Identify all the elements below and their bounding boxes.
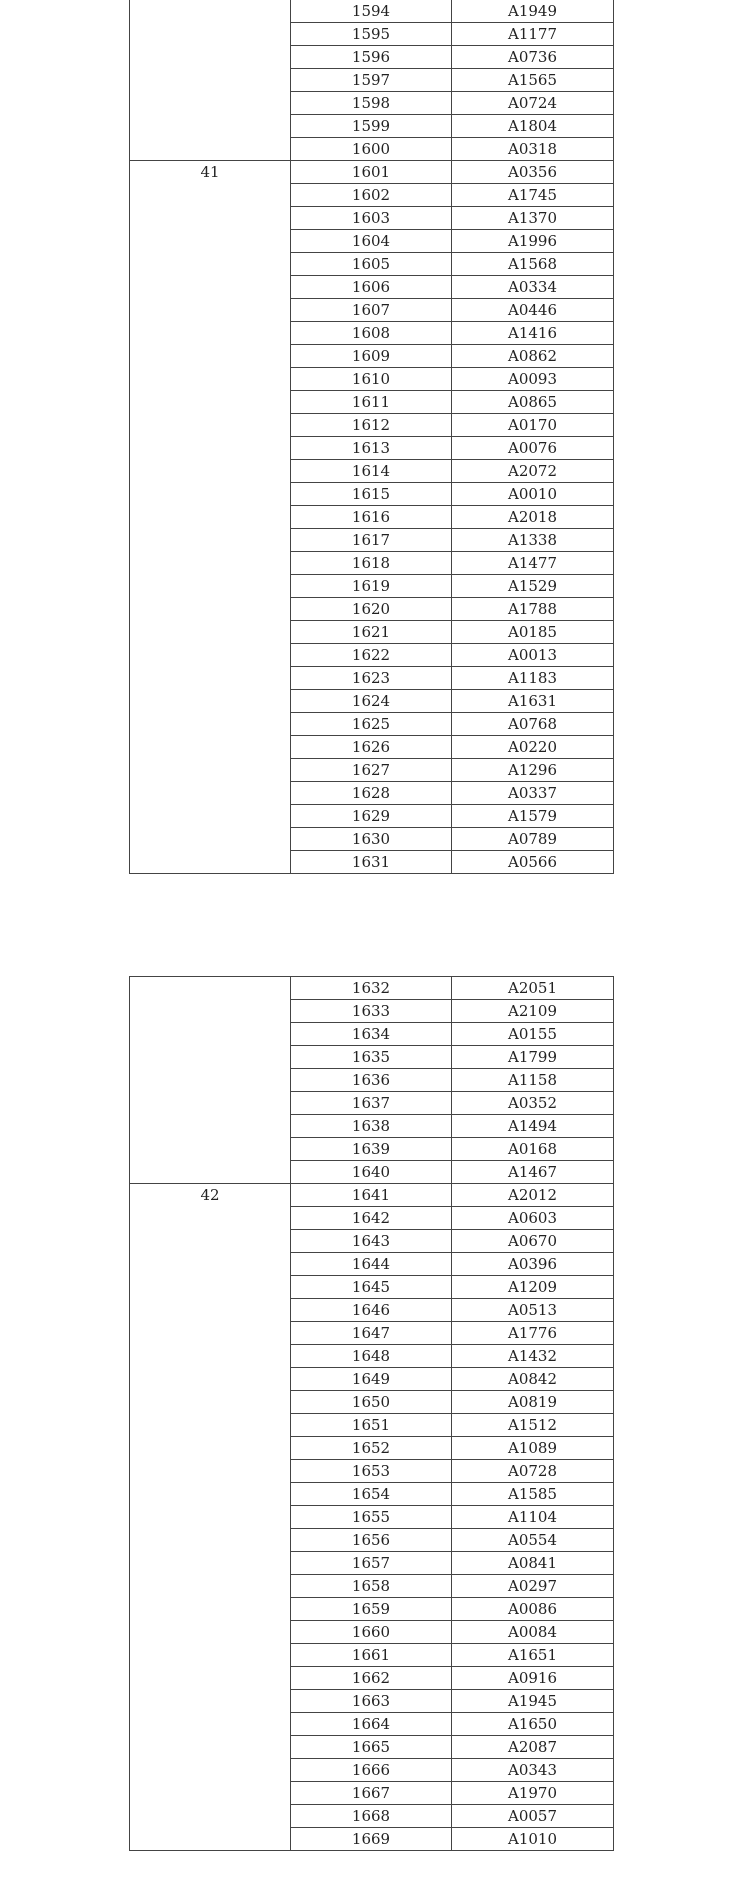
- sequence-number-cell: 1597: [291, 69, 452, 92]
- sequence-number-cell: 1603: [291, 207, 452, 230]
- code-cell: A1970: [452, 1782, 614, 1805]
- sequence-number-cell: 1629: [291, 805, 452, 828]
- code-cell: A0084: [452, 1621, 614, 1644]
- table-row: [130, 0, 614, 23]
- group-number-cell: [130, 0, 291, 161]
- code-cell: A1565: [452, 69, 614, 92]
- sequence-number-cell: 1637: [291, 1092, 452, 1115]
- code-cell: A1158: [452, 1069, 614, 1092]
- sequence-number-cell: 1654: [291, 1483, 452, 1506]
- assignment-table-page-2: [129, 976, 614, 1851]
- code-cell: A1996: [452, 230, 614, 253]
- sequence-number-cell: 1653: [291, 1460, 452, 1483]
- code-cell: A1416: [452, 322, 614, 345]
- sequence-number-cell: 1651: [291, 1414, 452, 1437]
- sequence-number-cell: 1610: [291, 368, 452, 391]
- code-cell: A0334: [452, 276, 614, 299]
- sequence-number-cell: 1634: [291, 1023, 452, 1046]
- code-cell: A0155: [452, 1023, 614, 1046]
- sequence-number-cell: 1627: [291, 759, 452, 782]
- sequence-number-cell: 1605: [291, 253, 452, 276]
- sequence-number-cell: 1626: [291, 736, 452, 759]
- sequence-number-cell: 1613: [291, 437, 452, 460]
- sequence-number-cell: 1661: [291, 1644, 452, 1667]
- sequence-number-cell: 1615: [291, 483, 452, 506]
- code-cell: A0337: [452, 782, 614, 805]
- table-body: [130, 0, 614, 874]
- sequence-number-cell: 1599: [291, 115, 452, 138]
- assignment-table-page-1: [129, 0, 614, 874]
- code-cell: A0819: [452, 1391, 614, 1414]
- code-cell: A0603: [452, 1207, 614, 1230]
- sequence-number-cell: 1608: [291, 322, 452, 345]
- sequence-number-cell: 1656: [291, 1529, 452, 1552]
- code-cell: A0728: [452, 1460, 614, 1483]
- code-cell: A1631: [452, 690, 614, 713]
- code-cell: A1799: [452, 1046, 614, 1069]
- sequence-number-cell: 1669: [291, 1828, 452, 1851]
- code-cell: A0446: [452, 299, 614, 322]
- sequence-number-cell: 1596: [291, 46, 452, 69]
- code-cell: A0168: [452, 1138, 614, 1161]
- sequence-number-cell: 1602: [291, 184, 452, 207]
- code-cell: A0768: [452, 713, 614, 736]
- code-cell: A0356: [452, 161, 614, 184]
- sequence-number-cell: 1614: [291, 460, 452, 483]
- sequence-number-cell: 1607: [291, 299, 452, 322]
- sequence-number-cell: 1598: [291, 92, 452, 115]
- code-cell: A0010: [452, 483, 614, 506]
- code-cell: A1585: [452, 1483, 614, 1506]
- code-cell: A1579: [452, 805, 614, 828]
- group-number-cell: 42: [130, 1184, 291, 1851]
- sequence-number-cell: 1662: [291, 1667, 452, 1690]
- code-cell: A1010: [452, 1828, 614, 1851]
- code-cell: A1651: [452, 1644, 614, 1667]
- sequence-number-cell: 1623: [291, 667, 452, 690]
- table-row: [130, 977, 614, 1000]
- sequence-number-cell: 1600: [291, 138, 452, 161]
- code-cell: A0724: [452, 92, 614, 115]
- code-cell: A1650: [452, 1713, 614, 1736]
- sequence-number-cell: 1664: [291, 1713, 452, 1736]
- sequence-number-cell: 1652: [291, 1437, 452, 1460]
- code-cell: A0185: [452, 621, 614, 644]
- code-cell: A0566: [452, 851, 614, 874]
- code-cell: A1745: [452, 184, 614, 207]
- code-cell: A0554: [452, 1529, 614, 1552]
- code-cell: A0318: [452, 138, 614, 161]
- sequence-number-cell: 1658: [291, 1575, 452, 1598]
- sequence-number-cell: 1611: [291, 391, 452, 414]
- sequence-number-cell: 1644: [291, 1253, 452, 1276]
- sequence-number-cell: 1660: [291, 1621, 452, 1644]
- sequence-number-cell: 1633: [291, 1000, 452, 1023]
- code-cell: A1209: [452, 1276, 614, 1299]
- table-row: [130, 161, 614, 184]
- sequence-number-cell: 1617: [291, 529, 452, 552]
- sequence-number-cell: 1667: [291, 1782, 452, 1805]
- code-cell: A0841: [452, 1552, 614, 1575]
- code-cell: A1432: [452, 1345, 614, 1368]
- sequence-number-cell: 1622: [291, 644, 452, 667]
- code-cell: A0862: [452, 345, 614, 368]
- code-cell: A0916: [452, 1667, 614, 1690]
- code-cell: A1104: [452, 1506, 614, 1529]
- code-cell: A1945: [452, 1690, 614, 1713]
- sequence-number-cell: 1594: [291, 0, 452, 23]
- sequence-number-cell: 1659: [291, 1598, 452, 1621]
- sequence-number-cell: 1666: [291, 1759, 452, 1782]
- sequence-number-cell: 1612: [291, 414, 452, 437]
- sequence-number-cell: 1655: [291, 1506, 452, 1529]
- code-cell: A1949: [452, 0, 614, 23]
- sequence-number-cell: 1638: [291, 1115, 452, 1138]
- code-cell: A1512: [452, 1414, 614, 1437]
- sequence-number-cell: 1663: [291, 1690, 452, 1713]
- table-row: [130, 1184, 614, 1207]
- sequence-number-cell: 1668: [291, 1805, 452, 1828]
- code-cell: A1788: [452, 598, 614, 621]
- code-cell: A0513: [452, 1299, 614, 1322]
- sequence-number-cell: 1631: [291, 851, 452, 874]
- sequence-number-cell: 1618: [291, 552, 452, 575]
- code-cell: A0670: [452, 1230, 614, 1253]
- code-cell: A0220: [452, 736, 614, 759]
- sequence-number-cell: 1647: [291, 1322, 452, 1345]
- sequence-number-cell: 1625: [291, 713, 452, 736]
- sequence-number-cell: 1628: [291, 782, 452, 805]
- code-cell: A1776: [452, 1322, 614, 1345]
- group-number-cell: 41: [130, 161, 291, 874]
- sequence-number-cell: 1642: [291, 1207, 452, 1230]
- code-cell: A1089: [452, 1437, 614, 1460]
- sequence-number-cell: 1645: [291, 1276, 452, 1299]
- table-body: [130, 977, 614, 1851]
- code-cell: A1477: [452, 552, 614, 575]
- code-cell: A2109: [452, 1000, 614, 1023]
- sequence-number-cell: 1616: [291, 506, 452, 529]
- code-cell: A0343: [452, 1759, 614, 1782]
- sequence-number-cell: 1604: [291, 230, 452, 253]
- sequence-number-cell: 1606: [291, 276, 452, 299]
- code-cell: A0013: [452, 644, 614, 667]
- code-cell: A2018: [452, 506, 614, 529]
- code-cell: A0865: [452, 391, 614, 414]
- code-cell: A0842: [452, 1368, 614, 1391]
- code-cell: A0093: [452, 368, 614, 391]
- code-cell: A0297: [452, 1575, 614, 1598]
- code-cell: A2051: [452, 977, 614, 1000]
- code-cell: A2087: [452, 1736, 614, 1759]
- code-cell: A0076: [452, 437, 614, 460]
- code-cell: A0170: [452, 414, 614, 437]
- group-number-cell: [130, 977, 291, 1184]
- code-cell: A0086: [452, 1598, 614, 1621]
- sequence-number-cell: 1632: [291, 977, 452, 1000]
- code-cell: A0352: [452, 1092, 614, 1115]
- code-cell: A1494: [452, 1115, 614, 1138]
- code-cell: A0057: [452, 1805, 614, 1828]
- sequence-number-cell: 1620: [291, 598, 452, 621]
- code-cell: A1467: [452, 1161, 614, 1184]
- sequence-number-cell: 1640: [291, 1161, 452, 1184]
- sequence-number-cell: 1639: [291, 1138, 452, 1161]
- sequence-number-cell: 1643: [291, 1230, 452, 1253]
- sequence-number-cell: 1641: [291, 1184, 452, 1207]
- sequence-number-cell: 1595: [291, 23, 452, 46]
- code-cell: A1370: [452, 207, 614, 230]
- sequence-number-cell: 1657: [291, 1552, 452, 1575]
- sequence-number-cell: 1665: [291, 1736, 452, 1759]
- code-cell: A0789: [452, 828, 614, 851]
- code-cell: A1338: [452, 529, 614, 552]
- sequence-number-cell: 1649: [291, 1368, 452, 1391]
- sequence-number-cell: 1619: [291, 575, 452, 598]
- sequence-number-cell: 1635: [291, 1046, 452, 1069]
- sequence-number-cell: 1630: [291, 828, 452, 851]
- sequence-number-cell: 1650: [291, 1391, 452, 1414]
- code-cell: A1296: [452, 759, 614, 782]
- code-cell: A0396: [452, 1253, 614, 1276]
- sequence-number-cell: 1624: [291, 690, 452, 713]
- sequence-number-cell: 1636: [291, 1069, 452, 1092]
- code-cell: A2072: [452, 460, 614, 483]
- sequence-number-cell: 1609: [291, 345, 452, 368]
- code-cell: A2012: [452, 1184, 614, 1207]
- code-cell: A1529: [452, 575, 614, 598]
- code-cell: A1183: [452, 667, 614, 690]
- sequence-number-cell: 1621: [291, 621, 452, 644]
- sequence-number-cell: 1646: [291, 1299, 452, 1322]
- code-cell: A1177: [452, 23, 614, 46]
- code-cell: A0736: [452, 46, 614, 69]
- code-cell: A1568: [452, 253, 614, 276]
- sequence-number-cell: 1648: [291, 1345, 452, 1368]
- sequence-number-cell: 1601: [291, 161, 452, 184]
- code-cell: A1804: [452, 115, 614, 138]
